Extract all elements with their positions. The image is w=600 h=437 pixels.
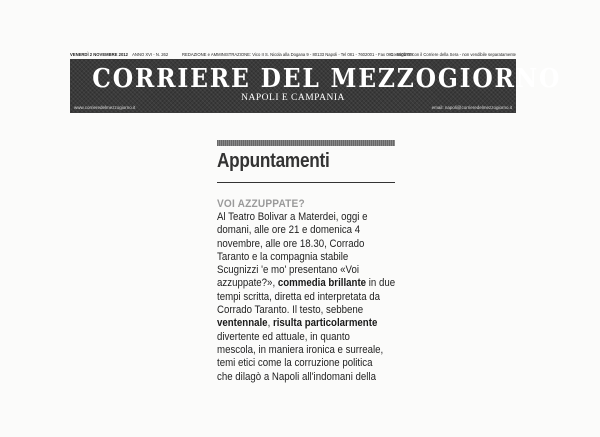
body-emphasis: risulta particolarmente — [272, 317, 378, 330]
body-line: ventennale, risulta particolarmente — [217, 317, 378, 330]
body-line: Scugnizzi 'e mo' presentano «Voi — [217, 264, 359, 277]
section-bottom-rule — [217, 182, 395, 183]
body-line: Taranto e la compagnia stabile — [217, 250, 349, 263]
body-line: mescola, in maniera ironica e surreale, — [217, 343, 384, 356]
section-top-rule — [217, 140, 395, 146]
masthead-band — [70, 59, 562, 113]
website-url: www.corrieredelmezzogiorno.it — [74, 105, 136, 110]
dateline-issue: ANNO XVI - N. 262 — [132, 52, 169, 57]
newspaper-subtitle: NAPOLI E CAMPANIA — [241, 93, 345, 103]
email-address: email: napoli@corrieredelmezzogiorno.it — [431, 105, 512, 110]
body-line: novembre, alle ore 18.30, Corrado — [217, 237, 365, 250]
body-emphasis: commedia brillante — [277, 277, 367, 290]
body-emphasis: ventennale — [217, 317, 268, 330]
newspaper-title: CORRIERE DEL MEZZOGIORNO — [92, 64, 562, 94]
article-headline: VOI AZZUPPATE? — [217, 198, 305, 210]
masthead — [70, 50, 562, 113]
body-line: che dilagò a Napoli all'indomani della — [217, 370, 376, 383]
body-line: divertente ed attuale, in quanto — [217, 330, 350, 343]
dateline-date: VENERDÌ 2 NOVEMBRE 2012 — [70, 52, 128, 57]
body-line: Corrado Taranto. Il testo, sebbene — [217, 304, 364, 317]
body-line: azzuppate?», commedia brillante in due — [217, 277, 396, 290]
dateline — [70, 50, 516, 59]
dateline-note: Consigliato con il Corriere della Sera - non vendibile separatamente — [390, 52, 516, 57]
body-line: temi etici come la corruzione politica — [217, 357, 373, 370]
body-line: domani, alle ore 21 e domenica 4 — [217, 224, 361, 237]
section-title: Appuntamenti — [217, 150, 330, 172]
article-body — [217, 211, 395, 384]
body-line: tempi scritta, diretta ed interpretata da — [217, 290, 381, 303]
dateline-address: REDAZIONE e AMMINISTRAZIONE: Vico II S. Nicola alla Dogana 9 - 80133 Napoli - Tel 081 - 7602001 - Fax 081 - 5802779 — [182, 52, 414, 57]
body-line: Al Teatro Bolivar a Materdei, oggi e — [217, 211, 368, 223]
